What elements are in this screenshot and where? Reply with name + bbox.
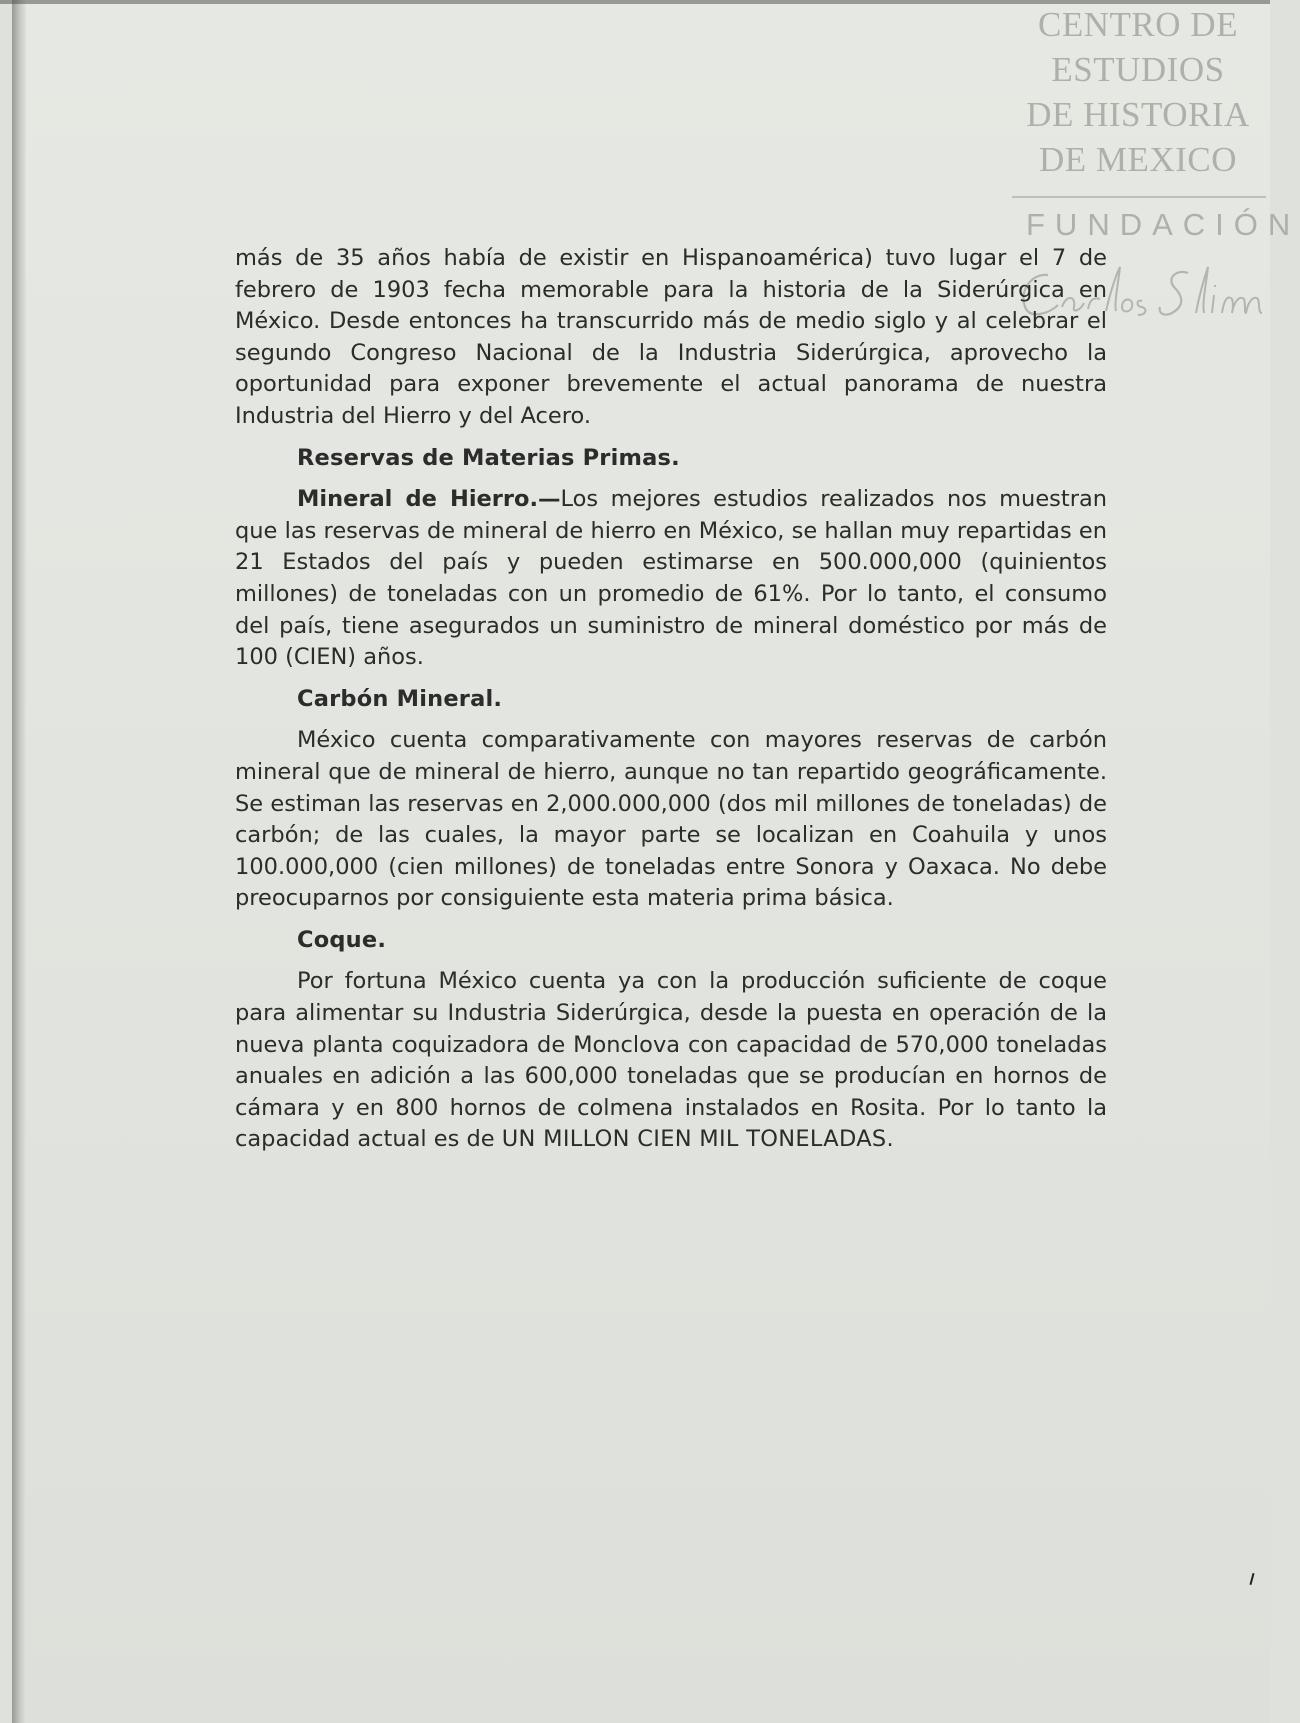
document-body [235, 243, 1107, 1166]
section-heading-reservas: Reservas de Materias Primas. [297, 444, 680, 471]
coque-emphasis: UN MILLON CIEN MIL TONELADAS. [501, 1126, 894, 1153]
section-heading-carbon: Carbón Mineral. [297, 685, 503, 712]
watermark-line: DE MEXICO [1039, 140, 1237, 179]
archive-watermark [1010, 2, 1300, 242]
intro-paragraph: más de 35 años había de existir en Hispanoamérica) tuvo lugar el 7 de febrero de 1903 fecha memorable para la historia de la Siderúrgica en México. Desde entonces ha transcurrido más de medio siglo y al celebrar el segundo Congreso Nacional de la Industria Siderúrgica, aprovecho la oportunidad para exponer brevemente el actual panorama de nuestra Industria del Hierro y del Acero. [235, 245, 1107, 429]
watermark-foundation: FUNDACIÓN [1026, 207, 1300, 242]
section-heading-coque: Coque. [297, 926, 387, 953]
watermark-line: CENTRO DE [1038, 5, 1238, 44]
mineral-text: Los mejores estudios realizados nos muestran que las reservas de mineral de hierro en México, se hallan muy repartidas en 21 Estados del país y pueden estimarse en 500.000,000 (quinientos millones) de toneladas con un promedio de 61%. Por lo tanto, el consumo del país, tiene asegurados un suministro de mineral doméstico por más de 100 (CIEN) años. [235, 486, 1108, 671]
watermark-line: ESTUDIOS [1051, 50, 1225, 89]
mineral-paragraph [235, 484, 1107, 674]
watermark-line: DE HISTORIA [1026, 95, 1250, 134]
page-edge-shadow [12, 0, 26, 1723]
carbon-paragraph: México cuenta comparativamente con mayores reservas de carbón mineral que de mineral de hierro, aunque no tan repartido geográficamente. Se estiman las reservas en 2,000.000,000 (dos mil millones de toneladas) de carbón; de las cuales, la mayor parte se localizan en Coahuila y unos 100.000,000 (cien millones) de toneladas entre Sonora y Oaxaca. No debe preocuparnos por consiguiente esta materia prima básica. [235, 727, 1107, 912]
watermark-divider [1012, 196, 1266, 198]
coque-text: Por fortuna México cuenta ya con la producción suficiente de coque para alimentar su Industria Siderúrgica, desde la puesta en operación de la nueva planta coquizadora de Monclova con capacidad de 570,000 toneladas anuales en adición a las 600,000 toneladas que se producían en hornos de cámara y en 800 hornos de colmena instalados en Rosita. Por lo tanto la capacidad actual es de [235, 968, 1107, 1153]
mineral-heading: Mineral de Hierro.— [297, 486, 561, 513]
coque-paragraph [235, 966, 1107, 1156]
